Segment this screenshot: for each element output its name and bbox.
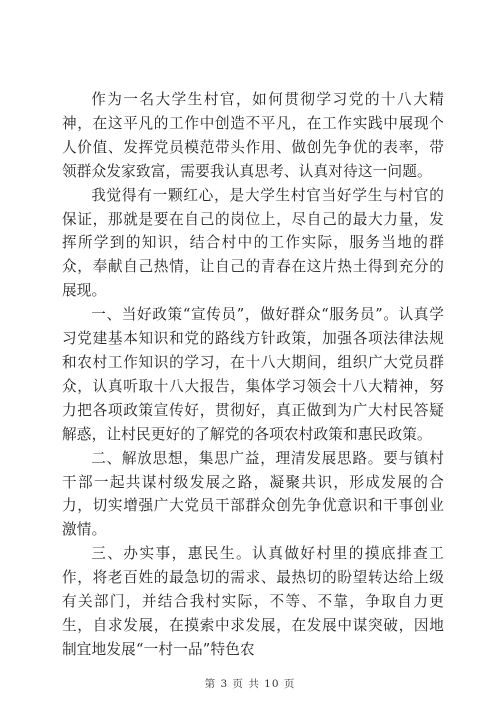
paragraph-3: 一、当好政策“宣传员”，做好群众“服务员”。认真学习党建基本知识和党的路线方针政策，加强各项法律法规和农村工作知识的学习，在十八大期间，组织广大党员群众，认真听取十八大报告，集体学习领会十八大精神，努力把各项政策宣传好，贯彻好，真正做到为广大村民答疑解惑，让村民更好的了解党的各项农村政策和惠民政策。 bbox=[62, 306, 444, 443]
paragraph-2: 我觉得有一颗红心，是大学生村官当好学生与村官的保证，那就是要在自己的岗位上，尽自己的最大力量，发挥所学到的知识，结合村中的工作实际，服务当地的群众，奉献自己热情，让自己的青春在这片热土得到充分的展现。 bbox=[62, 186, 444, 300]
document-body bbox=[62, 88, 444, 662]
paragraph-5: 三、办实事，惠民生。认真做好村里的摸底排查工作，将老百姓的最急切的需求、最热切的盼望转达给上级有关部门，并结合我村实际，不等、不靠，争取自力更生，自求发展，在摸索中求发展，在发展中谋突破，因地制宜地发展“一村一品”特色农 bbox=[62, 545, 444, 658]
paragraph-1: 作为一名大学生村官，如何贯彻学习党的十八大精神，在这平凡的工作中创造不平凡，在工作实践中展现个人价值、发挥党员模范带头作用、做创先争优的表率，带领群众发家致富，需要我认真思考、认真对待这一问题。 bbox=[62, 91, 444, 180]
paragraph-4: 二、解放思想，集思广益，理清发展思路。要与镇村干部一起共谋村级发展之路，凝聚共识，形成发展的合力，切实增强广大党员干部群众创先争优意识和干事创业激情。 bbox=[62, 449, 444, 539]
page-footer: 第 3 页 共 10 页 bbox=[204, 678, 296, 690]
